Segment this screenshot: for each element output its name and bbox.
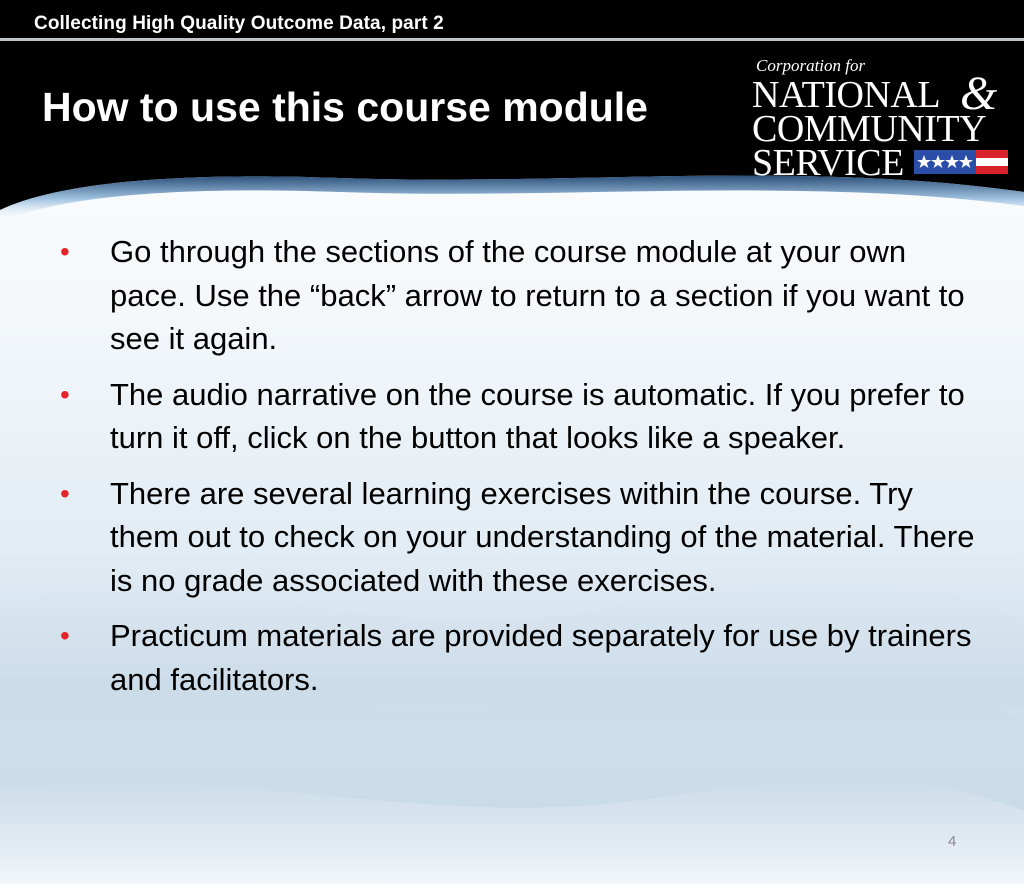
- bullet-marker: •: [60, 477, 70, 509]
- bullet-text: Practicum materials are provided separately for use by trainers and facilitators.: [110, 618, 972, 697]
- list-item: [60, 230, 980, 361]
- logo-service: SERVICE: [752, 142, 904, 184]
- bullet-marker: •: [60, 620, 70, 651]
- series-title: Collecting High Quality Outcome Data, part 2: [34, 13, 444, 34]
- page-number: 4: [948, 833, 957, 850]
- list-item: [60, 614, 980, 701]
- cncs-logo: [752, 56, 1014, 184]
- bullet-marker: •: [60, 236, 70, 267]
- list-item: [60, 472, 980, 603]
- logo-corporation-for: Corporation for: [756, 56, 866, 75]
- flag-icon: [914, 150, 1008, 174]
- bullet-text: Go through the sections of the course module at your own pace. Use the “back” arrow to return to a section if you want to see it again.: [110, 234, 965, 356]
- bullet-list: [60, 230, 980, 713]
- list-item: [60, 373, 980, 460]
- logo-ampersand: &: [960, 67, 998, 120]
- logo-community: COMMUNITY: [752, 108, 987, 150]
- bullet-text: The audio narrative on the course is automatic. If you prefer to turn it off, click on the button that looks like a speaker.: [110, 376, 965, 455]
- page-title: How to use this course module: [42, 84, 648, 130]
- bullet-marker: •: [60, 378, 70, 410]
- bullet-text: There are several learning exercises within the course. Try them out to check on your understanding of the material. There is no grade associated with these exercises.: [110, 475, 975, 598]
- logo-national: NATIONAL: [752, 74, 941, 116]
